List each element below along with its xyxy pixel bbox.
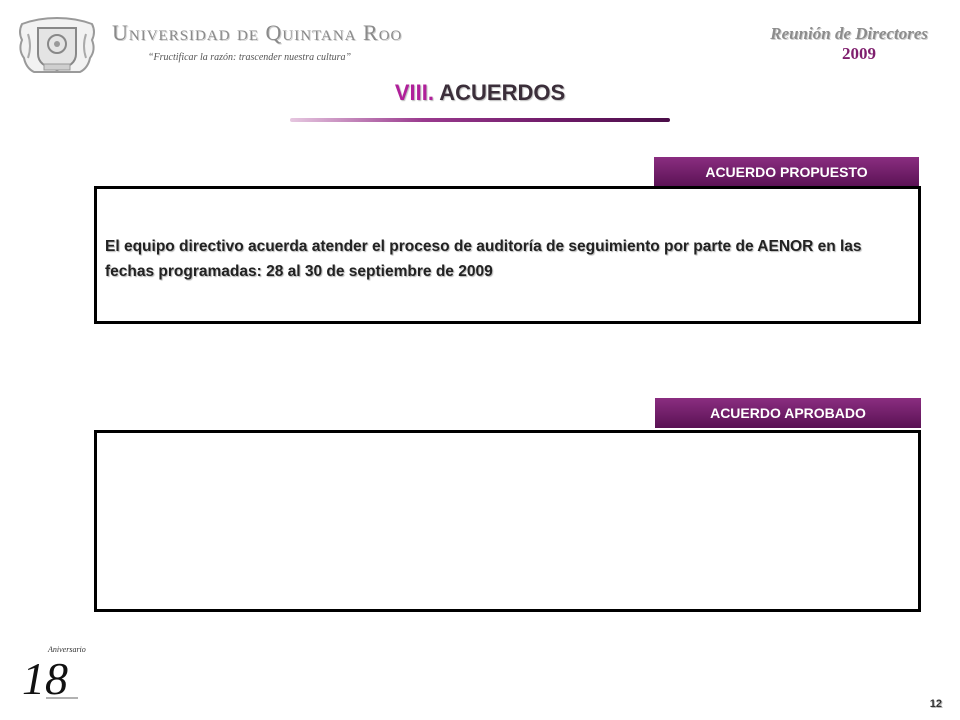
proposed-agreement-text: El equipo directivo acuerda atender el proceso de auditoría de seguimiento por parte de AENOR en las fechas programadas: 28 al 30 de septiembre de 2009 — [105, 238, 862, 280]
section-number: VIII. — [394, 80, 434, 105]
meeting-name: Reunión de Directores — [770, 24, 928, 43]
proposed-agreement-box — [94, 186, 921, 324]
university-name: Universidad de Quintana Roo — [112, 20, 403, 45]
page-number: 12 — [929, 698, 942, 710]
approved-agreement-tab: ACUERDO APROBADO — [655, 398, 921, 428]
approved-agreement-box — [94, 430, 921, 612]
anniversary-logo — [22, 640, 86, 704]
anniversary-number: 18 — [22, 653, 68, 704]
title-underline — [290, 118, 670, 122]
anniversary-word: Aniversario — [48, 645, 86, 654]
section-title — [0, 80, 960, 106]
university-shield-logo — [16, 14, 98, 78]
university-motto: “Fructificar la razón: trascender nuestra cultura” — [148, 52, 352, 63]
proposed-agreement-tab: ACUERDO PROPUESTO — [654, 157, 919, 187]
meeting-year: 2009 — [842, 44, 876, 63]
section-title-text: ACUERDOS — [439, 80, 566, 105]
